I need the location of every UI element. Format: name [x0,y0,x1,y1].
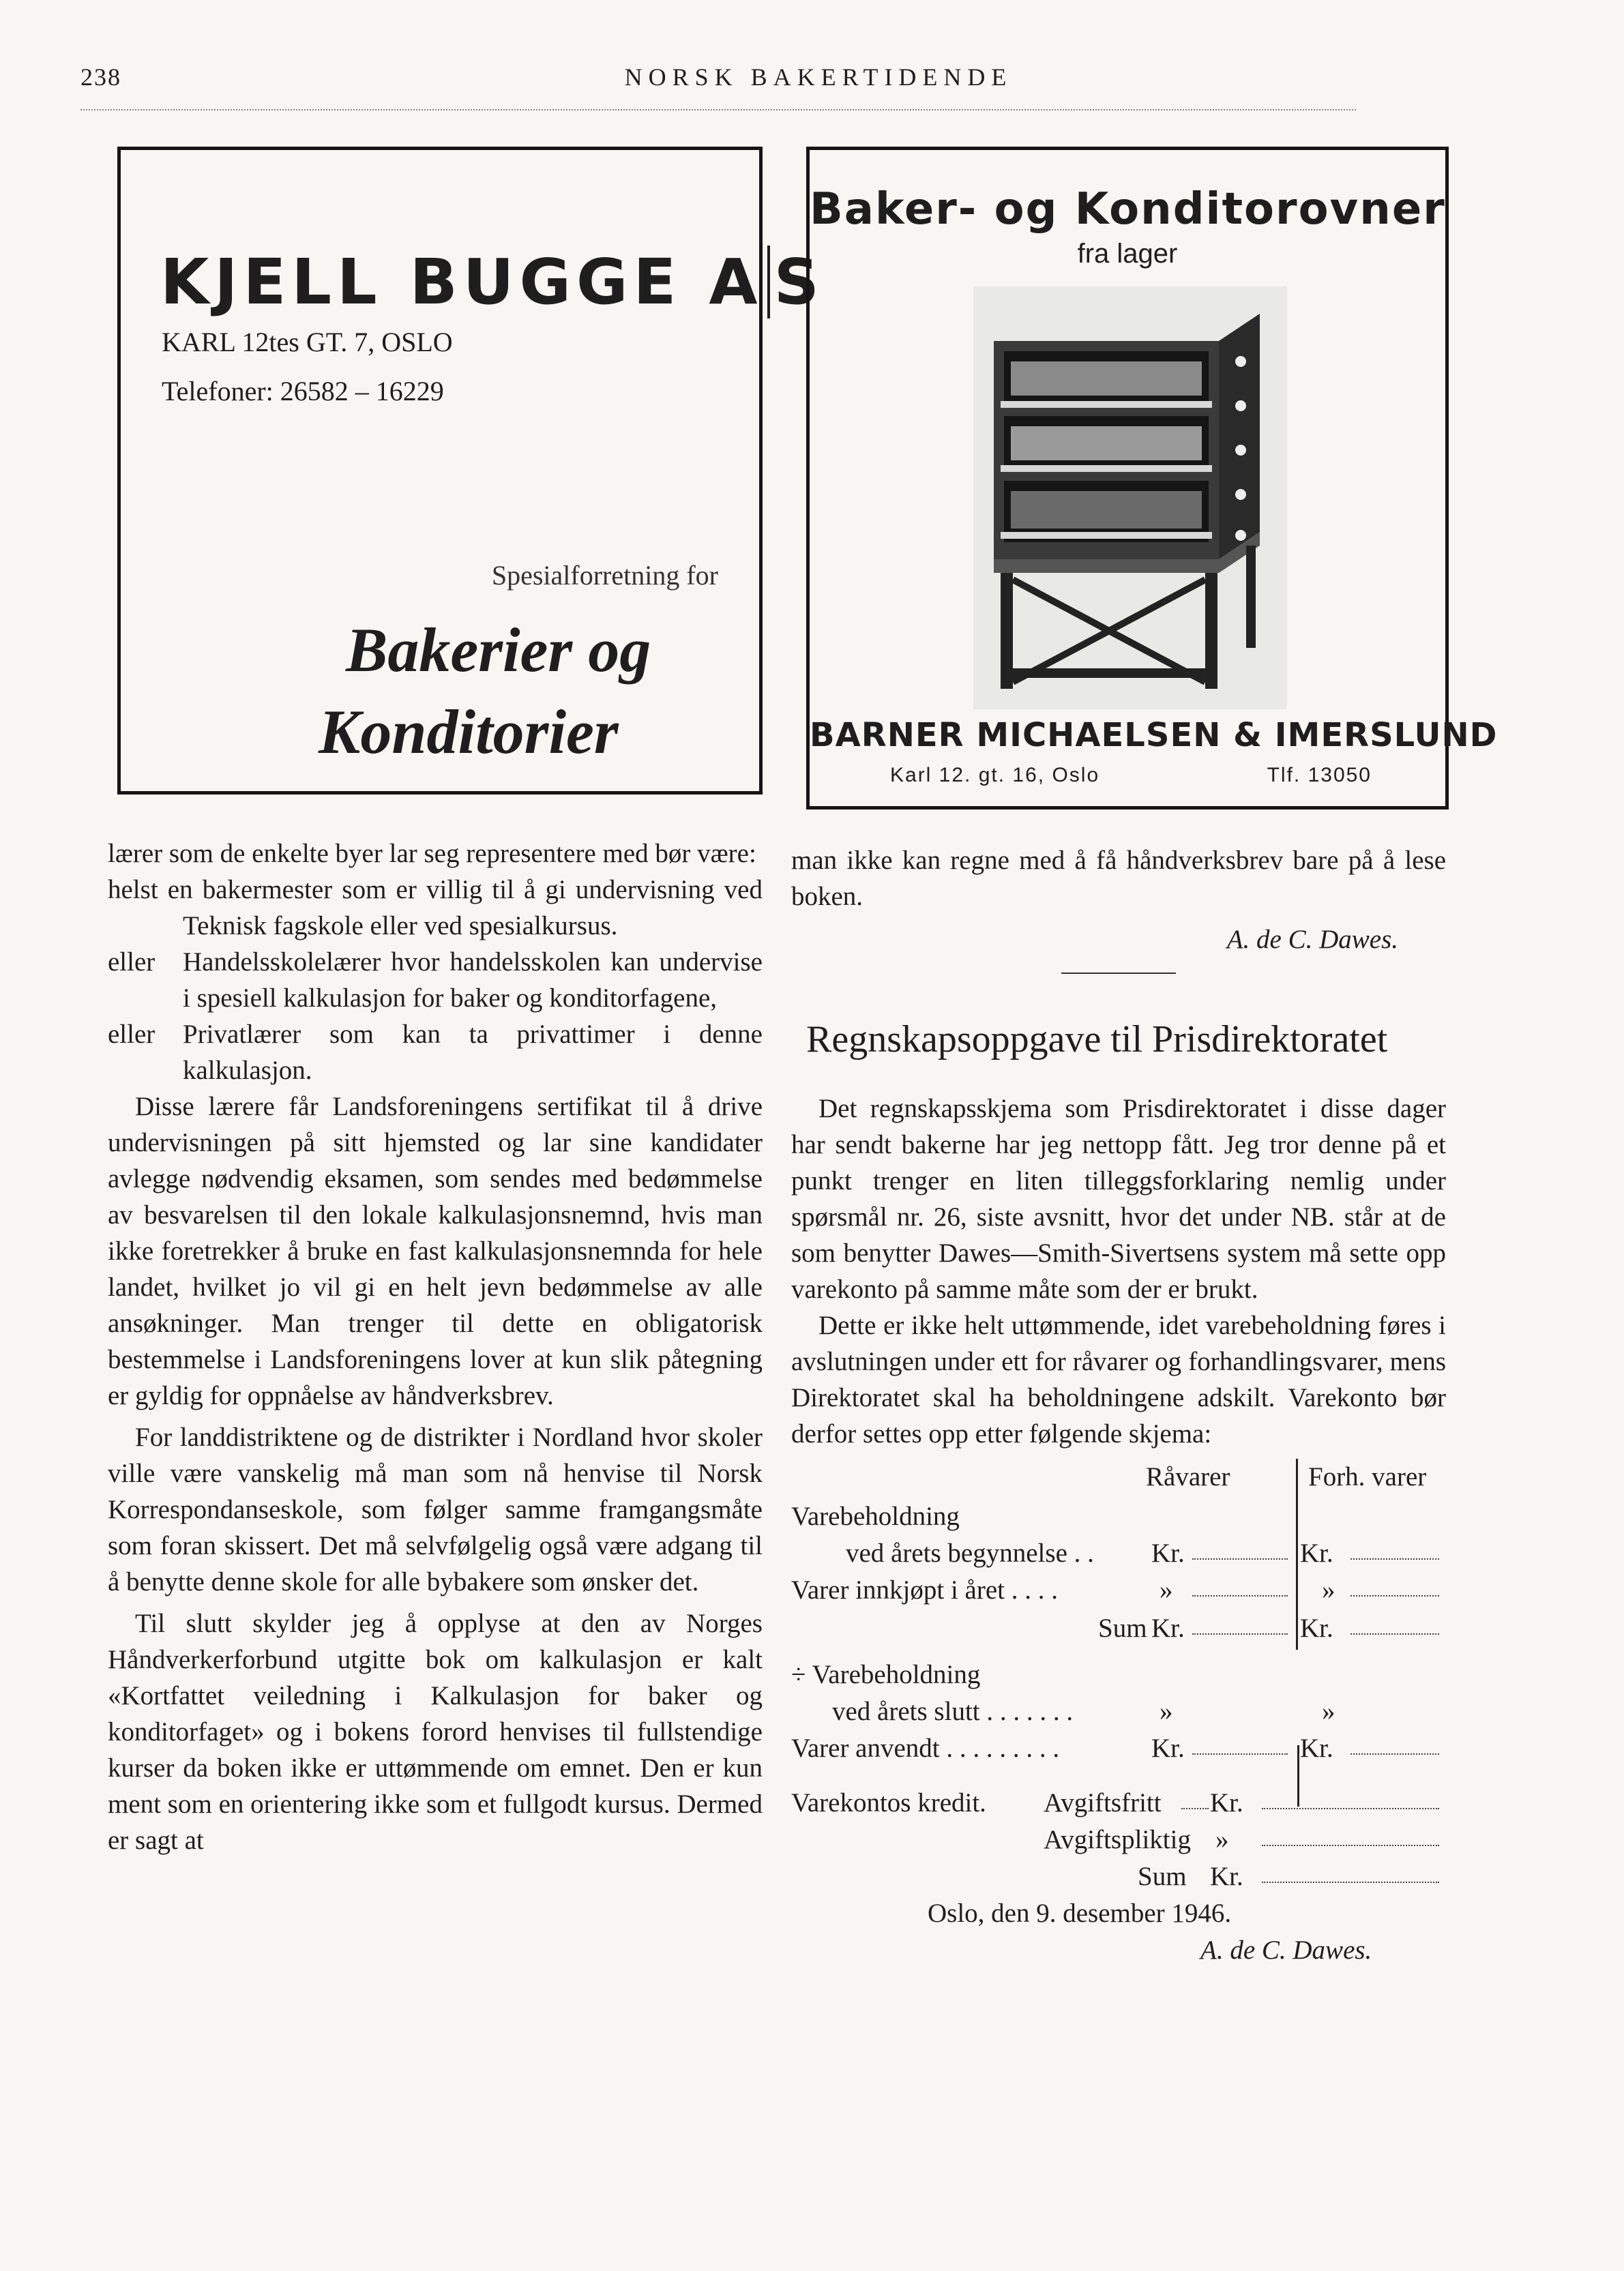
list-item-label: eller [108,1020,156,1049]
form-credit-item: Avgiftspliktig [1044,1825,1191,1854]
form-blank [1262,1808,1439,1809]
form-blank [1350,1595,1439,1597]
form-ditto: » [1160,1575,1173,1605]
form-blank [1262,1845,1439,1846]
advertisement-kjell-bugge [117,147,825,795]
list-item-text: Handelsskolelærer hvor handelsskolen kan undervise i spesiell kalkulasjon for baker og konditorfagene, [183,947,763,1013]
bakery-oven-icon [973,286,1287,709]
advertisement-barner-michaelsen [806,147,1498,810]
paragraph: lærer som de enkelte byer lar seg representere med bør være: [108,839,756,868]
form-ditto: » [1160,1697,1173,1726]
form-ditto: » [1215,1825,1229,1854]
ad-company-name: KJELL BUGGE A S [160,246,825,318]
list-item [108,872,763,944]
header-rule [80,109,1356,110]
ad-phones: Telefoner: 26582 – 16229 [162,376,444,406]
form-kr: Kr. [1210,1862,1243,1891]
signature: A. de C. Dawes. [1200,1935,1372,1965]
form-blank [1192,1558,1288,1560]
form-row-label: Varer anvendt . . . . . . . . . [791,1734,1060,1763]
form-kr: Kr. [1300,1734,1333,1763]
form-credit-label: Varekontos kredit. [791,1788,986,1817]
company-bar [767,246,770,318]
paragraph: Det regnskapsskjema som Prisdirektoratet i disse dager har sendt bakerne har jeg nettopp fått. Jeg tror denne på et punkt trenger en liten tilleggsforklaring nemlig under spørsmål nr. 26, siste avsnitt, hvor det under NB. står at de som benytter Dawes—Smith-Sivertsens system må sette opp varekonto på samme måte som der er brukt. [791,1094,1446,1304]
form-column-divider [1297,1745,1299,1807]
ad-headline: Baker- og Konditorovner [810,184,1446,235]
section-divider [1061,973,1176,974]
list-item-text: Privatlærer som kan ta privattimer i denne kalkulasjon. [183,1020,763,1085]
paragraph: For landdistriktene og de distrikter i Nordland hvor skoler ville være vanskelig må man som nå henvise til Norsk Korrespondanseskole, som følger samme framgangsmåte som foran skissert. Det må selvfølgelig også være adgang til å benytte denne skole for alle bybakere som ønsker det. [108,1423,763,1597]
article-title: Regnskapsoppgave til Prisdirektoratet [806,1018,1388,1060]
form-blank [1192,1753,1288,1755]
ad-firm-address: Karl 12. gt. 16, Oslo [890,764,1100,786]
form-row-label: ÷ Varebeholdning [791,1660,981,1689]
form-kr: Kr. [1151,1734,1185,1763]
right-column [791,842,1446,2025]
form-blank [1350,1633,1439,1635]
form-column-divider [1296,1459,1298,1650]
form-kr: Kr. [1210,1788,1243,1817]
paragraph: man ikke kan regne med å få håndverksbrev bare på å lese boken. [791,846,1446,911]
list-item [108,944,763,1016]
list-item [108,1016,763,1088]
signature: A. de C. Dawes. [1226,925,1398,954]
form-blank [1192,1633,1288,1635]
ad-script-line-1: Bakerier og [346,615,651,685]
ad-firm-phone: Tlf. 13050 [1267,764,1372,786]
form-credit-item: Avgiftsfritt [1044,1788,1162,1817]
form-blank [1181,1808,1209,1809]
ad-firm-name: BARNER MICHAELSEN & IMERSLUND [810,716,1498,754]
ad-address: KARL 12tes GT. 7, OSLO [162,327,453,357]
ad-subline: fra lager [1077,239,1178,269]
list-item-text: helst en bakermester som er villig til å gi undervisning ved Teknisk fagskole eller ved spesialkursus. [108,875,763,940]
paragraph: Disse lærere får Landsforeningens sertifikat til å drive undervisningen på sitt hjemsted og lar sine kandidater avlegge nødvendig eksamen, som sendes med bedømmelse av besvarelsen til den lokale kalkulasjonsnemnd, hvis man ikke foretrekker å bruke en fast kalkulasjonsnemnda for hele landet, hvilket jo vil gi en helt jevn bedømmelse av alle ansøkninger. Man trenger til dette en obligatorisk bestemmelse i Landsforeningens lover at kun slik påtegning er gyldig for oppnåelse av håndverksbrev. [108,1092,763,1410]
form-credit-item: Sum [1138,1862,1187,1891]
form-kr: Kr. [1300,1614,1333,1643]
form-blank [1262,1882,1439,1883]
form-header-trade-goods: Forh. varer [1308,1462,1427,1491]
page-number: 238 [80,63,121,91]
form-ditto: » [1322,1575,1335,1605]
form-kr: Kr. [1300,1539,1333,1568]
form-kr: Kr. [1151,1614,1185,1643]
form-blank [1350,1558,1439,1560]
ad-specialty: Spesialforretning for [491,560,718,591]
form-row-label: ved årets begynnelse . . [846,1539,1094,1568]
form-header-raw-goods: Råvarer [1146,1462,1230,1491]
form-row-label: Sum [1098,1614,1147,1643]
dateline: Oslo, den 9. desember 1946. [928,1899,1232,1928]
form-row-label: ved årets slutt . . . . . . . [832,1697,1074,1726]
paragraph: Dette er ikke helt uttømmende, idet varebeholdning føres i avslutningen under ett for råvarer og forhandlingsvarer, mens Direktoratet skal ha beholdningene adskilt. Varekonto bør derfor settes opp etter følgende skjema: [791,1311,1446,1449]
left-column [108,835,763,1858]
account-form [791,1459,1446,2025]
form-row-label: Varer innkjøpt i året . . . . [791,1575,1058,1605]
form-blank [1350,1753,1439,1755]
form-row-label: Varebeholdning [791,1502,960,1531]
form-ditto: » [1322,1697,1335,1726]
form-kr: Kr. [1151,1539,1185,1568]
journal-title: NORSK BAKERTIDENDE [624,63,1013,91]
paragraph: Til slutt skylder jeg å opplyse at den av Norges Håndverkerforbund utgitte bok om kalkulasjon er kalt «Kortfattet veiledning i Kalkulasjon for baker og konditorfaget» og i bokens forord henvises til fullstendige kurser da boken ikke er uttømmende om emnet. Den er kun ment som en orientering ikke som et fullgodt kursus. Dermed er sagt at [108,1609,763,1855]
ad-script-line-2: Konditorier [319,697,619,767]
running-head [0,63,1624,104]
list-item-label: eller [108,947,156,977]
form-blank [1192,1595,1288,1597]
